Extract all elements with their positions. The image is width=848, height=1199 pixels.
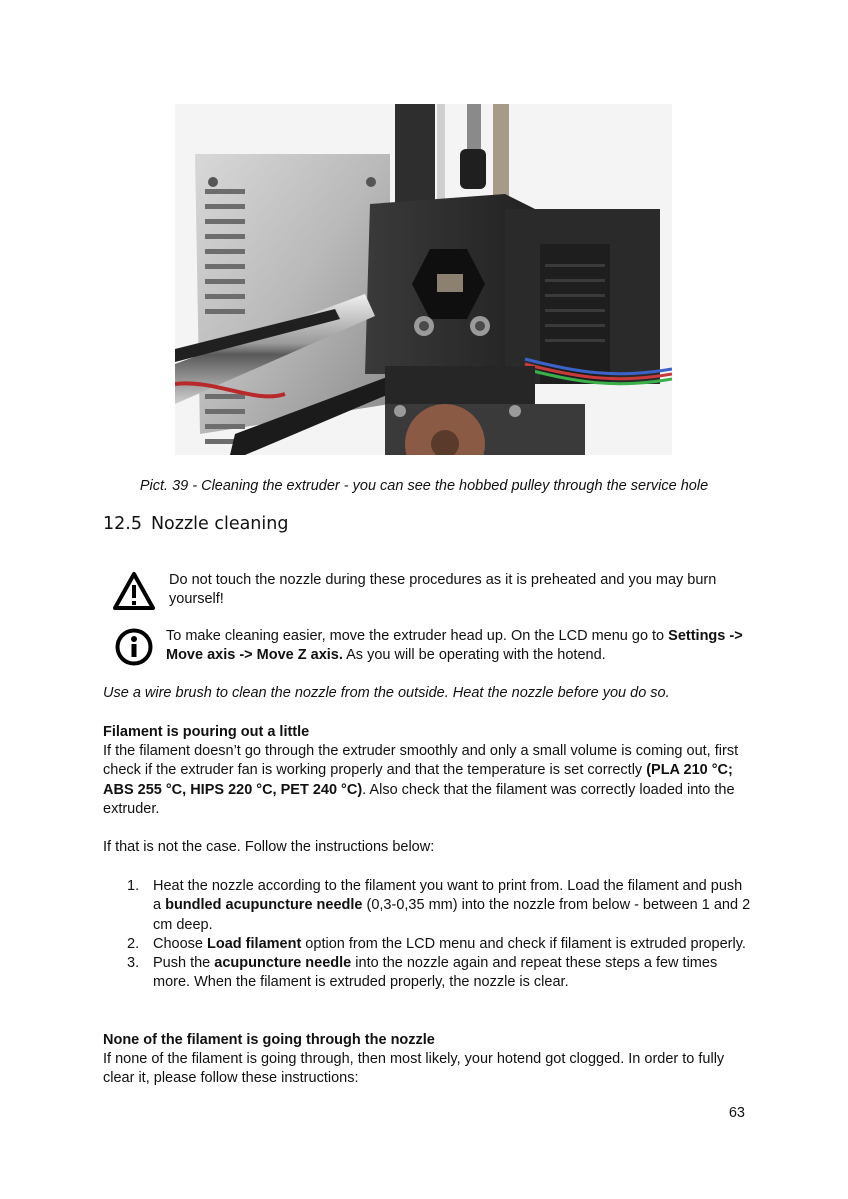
pouring-paragraph: If the filament doesn’t go through the extruder smoothly and only a small volume is coming out, first check if the extruder fan is working properly and that the temperature is set correctly (PLA 210 °C; ABS 255 °C, HIPS 220 °C, PET 240 °C). Also check that the filament was correctly loaded into the extruder. — [103, 743, 739, 817]
steps-list — [103, 877, 753, 993]
info-circle-icon — [114, 627, 154, 667]
section-heading — [103, 512, 288, 536]
list-item: 3. Push the acupuncture needle into the nozzle again and repeat these steps a few times more. When the filament is extruded properly, the nozzle is clear. — [127, 955, 718, 991]
section-number: 12.5 — [103, 514, 142, 534]
clogged-paragraph: If none of the filament is going through, then most likely, your hotend got clogged. In order to fully clear it, please follow these instructions: — [103, 1051, 725, 1087]
wire-brush-note: Use a wire brush to clean the nozzle from the outside. Heat the nozzle before you do so. — [103, 685, 670, 701]
figure-caption: Pict. 39 - Cleaning the extruder - you can see the hobbed pulley through the service hole — [139, 478, 709, 494]
list-item: 1. Heat the nozzle according to the filament you want to print from. Load the filament and push a bundled acupuncture needle (0,3-0,35 mm) into the nozzle from below - between 1 and 2 cm deep. — [127, 878, 751, 933]
section-title: Nozzle cleaning — [150, 514, 289, 534]
menu-path: Settings -> Move axis -> Move Z axis. — [166, 628, 743, 664]
extruder-photo — [175, 104, 672, 455]
instructions-intro: If that is not the case. Follow the instructions below: — [103, 839, 435, 855]
temperature-list: (PLA 210 °C; ABS 255 °C, HIPS 220 °C, PET 240 °C) — [103, 762, 733, 798]
subheading-clogged: None of the filament is going through the nozzle — [103, 1032, 435, 1048]
warning-triangle-icon — [112, 571, 156, 611]
warning-text: Do not touch the nozzle during these procedures as it is preheated and you may burn yourself! — [169, 572, 717, 608]
subheading-pouring: Filament is pouring out a little — [103, 724, 310, 740]
info-text: To make cleaning easier, move the extruder head up. On the LCD menu go to Settings -> Move axis -> Move Z axis. As you will be operating with the hotend. — [166, 628, 743, 664]
page-number: 63 — [728, 1105, 745, 1121]
list-item: 2. Choose Load filament option from the LCD menu and check if filament is extruded properly. — [127, 935, 746, 952]
